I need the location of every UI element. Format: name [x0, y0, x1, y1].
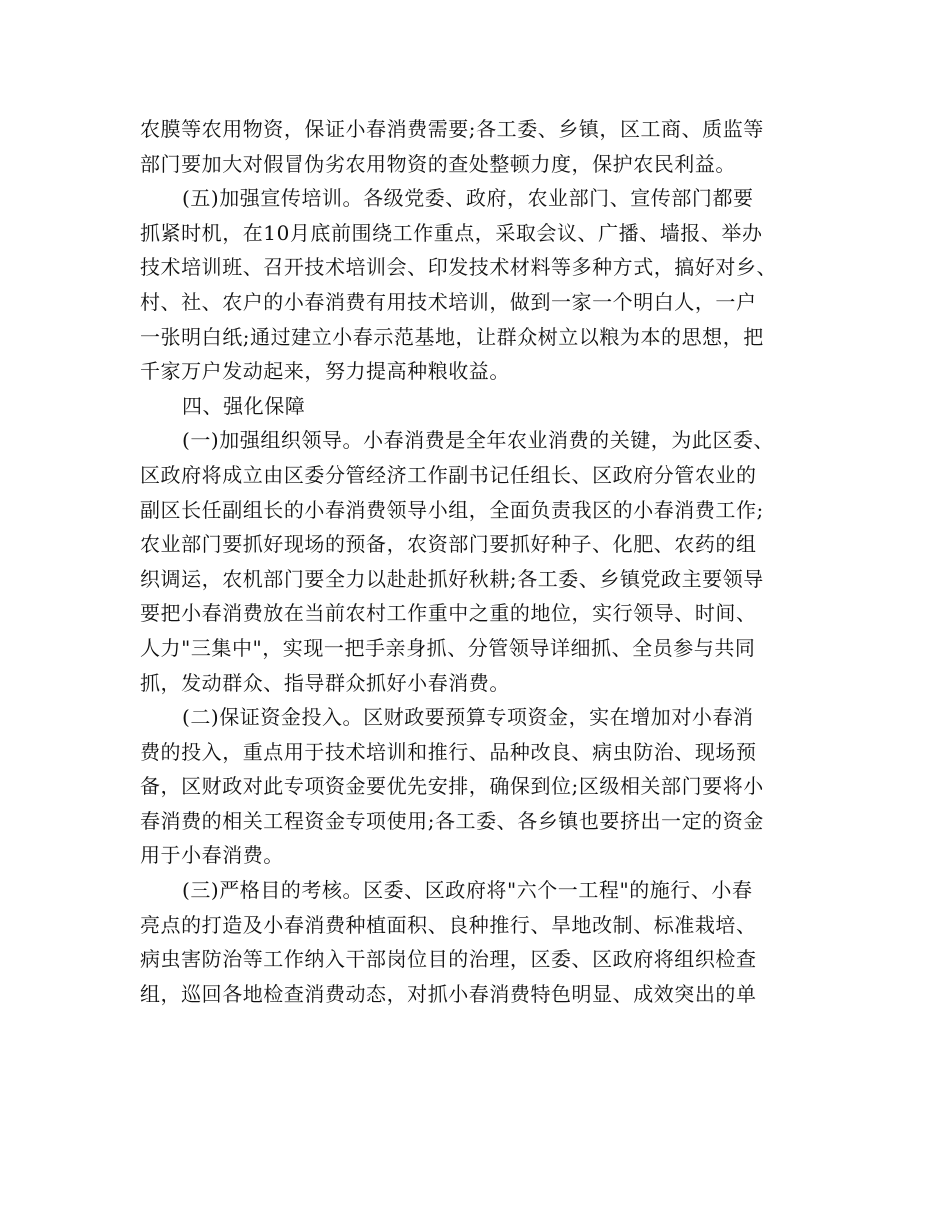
text-line: 织调运，农机部门要全力以赴赴抓好秋耕;各工委、乡镇党政主要领导 — [140, 566, 764, 591]
text-line: 村、社、农户的小春消费有用技术培训，做到一家一个明白人，一户 — [140, 289, 757, 314]
document-body — [140, 112, 830, 1011]
text-line: 抓，发动群众、指导群众抓好小春消费。 — [140, 670, 510, 695]
text-line: 部门要加大对假冒伪劣农用物资的查处整顿力度，保护农民利益。 — [140, 151, 736, 176]
text-line: (五)加强宣传培训。各级党委、政府，农业部门、宣传部门都要 — [182, 186, 754, 211]
text-line: 病虫害防治等工作纳入干部岗位目的治理，区委、区政府将组织检查 — [140, 947, 757, 972]
text-line: 用于小春消费。 — [140, 843, 284, 868]
text-line: 人力"三集中"，实现一把手亲身抓、分管领导详细抓、全员参与共同 — [140, 635, 756, 660]
text-line: (二)保证资金投入。区财政要预算专项资金，实在增加对小春消 — [182, 705, 754, 730]
text-line: 亮点的打造及小春消费种植面积、良种推行、旱地改制、标准栽培、 — [140, 912, 757, 937]
text-line: 区政府将成立由区委分管经济工作副书记任组长、区政府分管农业的 — [140, 462, 757, 487]
section-heading: 四、强化保障 — [182, 393, 306, 418]
text-line: 农膜等农用物资，保证小春消费需要;各工委、乡镇，区工商、质监等 — [140, 117, 764, 141]
text-line: 千家万户发动起来，努力提高种粮收益。 — [140, 359, 510, 384]
text-line: 要把小春消费放在当前农村工作重中之重的地位，实行领导、时间、 — [140, 601, 757, 626]
text-line: 备，区财政对此专项资金要优先安排，确保到位;区级相关部门要将小 — [140, 774, 764, 799]
text-line: 副区长任副组长的小春消费领导小组，全面负责我区的小春消费工作; — [140, 497, 764, 522]
text-line: 一张明白纸;通过建立小春示范基地，让群众树立以粮为本的思想，把 — [140, 324, 764, 349]
text-line: 技术培训班、召开技术培训会、印发技术材料等多种方式，搞好对乡、 — [140, 255, 778, 280]
text-line: (三)严格目的考核。区委、区政府将"六个一工程"的施行、小春 — [182, 878, 753, 903]
text-line: 组，巡回各地检查消费动态，对抓小春消费特色明显、成效突出的单 — [140, 981, 757, 1006]
text-line: (一)加强组织领导。小春消费是全年农业消费的关键，为此区委、 — [182, 428, 775, 453]
text-line: 费的投入，重点用于技术培训和推行、品种改良、病虫防治、现场预 — [140, 739, 757, 764]
text-line: 农业部门要抓好现场的预备，农资部门要抓好种子、化肥、农药的组 — [140, 532, 757, 557]
text-line: 春消费的相关工程资金专项使用;各工委、各乡镇也要挤出一定的资金 — [140, 808, 764, 833]
text-line: 抓紧时机，在10月底前围绕工作重点，采取会议、广播、墙报、举办 — [140, 220, 763, 245]
